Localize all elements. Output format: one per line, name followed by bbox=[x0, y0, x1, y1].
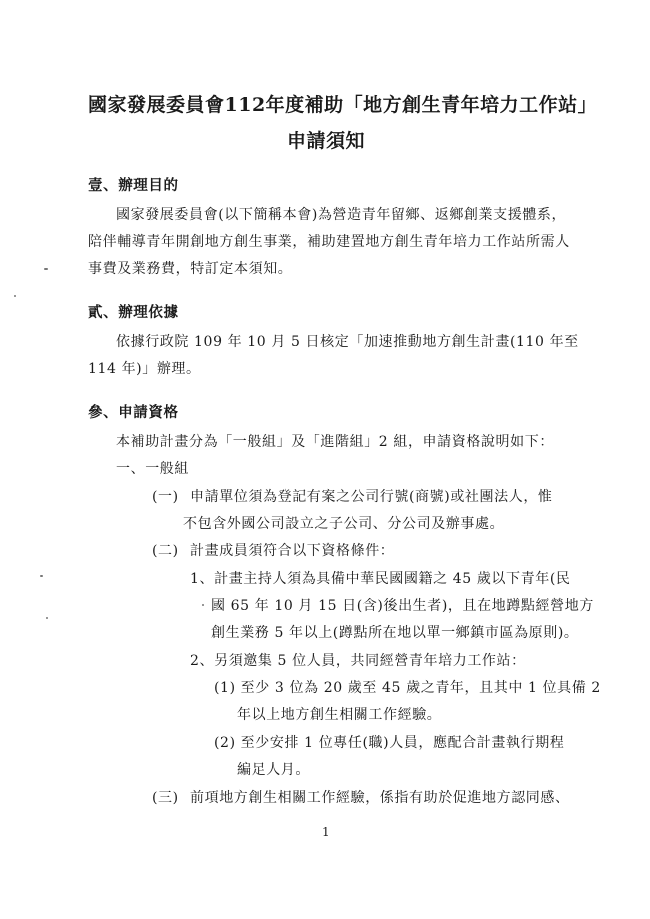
scan-speck bbox=[40, 575, 43, 577]
item2-sub2a-line1: (1) 至少 3 位為 20 歲至 45 歲之青年，且其中 1 位具備 2 bbox=[214, 680, 601, 696]
scan-speck bbox=[14, 295, 16, 297]
page-number: 1 bbox=[322, 825, 331, 839]
scan-speck bbox=[202, 604, 204, 606]
section-two-heading: 貳、辦理依據 bbox=[88, 304, 179, 321]
item2-sub2b-line1: (2) 至少安排 1 位專任(職)人員，應配合計畫執行期程 bbox=[214, 735, 565, 751]
section-three-intro: 本補助計畫分為「一般組」及「進階組」2 組，申請資格說明如下： bbox=[116, 434, 554, 450]
item3-text: 前項地方創生相關工作經驗，係指有助於促進地方認同感、 bbox=[190, 790, 570, 806]
section-one-line3: 事費及業務費，特訂定本須知。 bbox=[88, 261, 293, 277]
section-three-heading: 參、申請資格 bbox=[88, 404, 179, 421]
section-one-heading: 壹、辦理目的 bbox=[88, 177, 179, 194]
item2-sub2b-line2: 編足人月。 bbox=[237, 762, 310, 778]
scan-speck bbox=[46, 617, 48, 619]
group-general-heading: 一、一般組 bbox=[116, 461, 189, 477]
item2-text: 計畫成員須符合以下資格條件： bbox=[190, 543, 395, 559]
item2-label: (二) bbox=[152, 543, 179, 559]
section-two-line1: 依據行政院 109 年 10 月 5 日核定「加速推動地方創生計畫(110 年至 bbox=[116, 334, 579, 350]
item2-sub1-line3: 創生業務 5 年以上(蹲點所在地以單一鄉鎮市區為原則)。 bbox=[211, 625, 579, 641]
item2-sub1-line1: 1、計畫主持人須為具備中華民國國籍之 45 歲以下青年(民 bbox=[190, 571, 571, 587]
item1-line2: 不包含外國公司設立之子公司、分公司及辦事處。 bbox=[183, 516, 505, 532]
item3-label: (三) bbox=[152, 790, 179, 806]
section-one-line2: 陪伴輔導青年開創地方創生事業，補助建置地方創生青年培力工作站所需人 bbox=[88, 234, 570, 250]
scan-speck bbox=[44, 268, 48, 270]
item1-label: (一) bbox=[152, 489, 179, 505]
item2-sub2: 2、另須邀集 5 位人員，共同經營青年培力工作站： bbox=[190, 653, 526, 669]
item2-sub2a-line2: 年以上地方創生相關工作經驗。 bbox=[237, 707, 442, 723]
section-one-line1: 國家發展委員會(以下簡稱本會)為營造青年留鄉、返鄉創業支援體系， bbox=[116, 207, 567, 223]
document-title-line2: 申請須知 bbox=[287, 130, 366, 152]
item1-line1: 申請單位須為登記有案之公司行號(商號)或社團法人，惟 bbox=[190, 489, 553, 505]
item2-sub1-line2: 國 65 年 10 月 15 日(含)後出生者)，且在地蹲點經營地方 bbox=[211, 598, 594, 614]
section-two-line2: 114 年)」辦理。 bbox=[88, 361, 201, 377]
document-title-line1: 國家發展委員會112年度補助「地方創生青年培力工作站」 bbox=[88, 94, 598, 116]
